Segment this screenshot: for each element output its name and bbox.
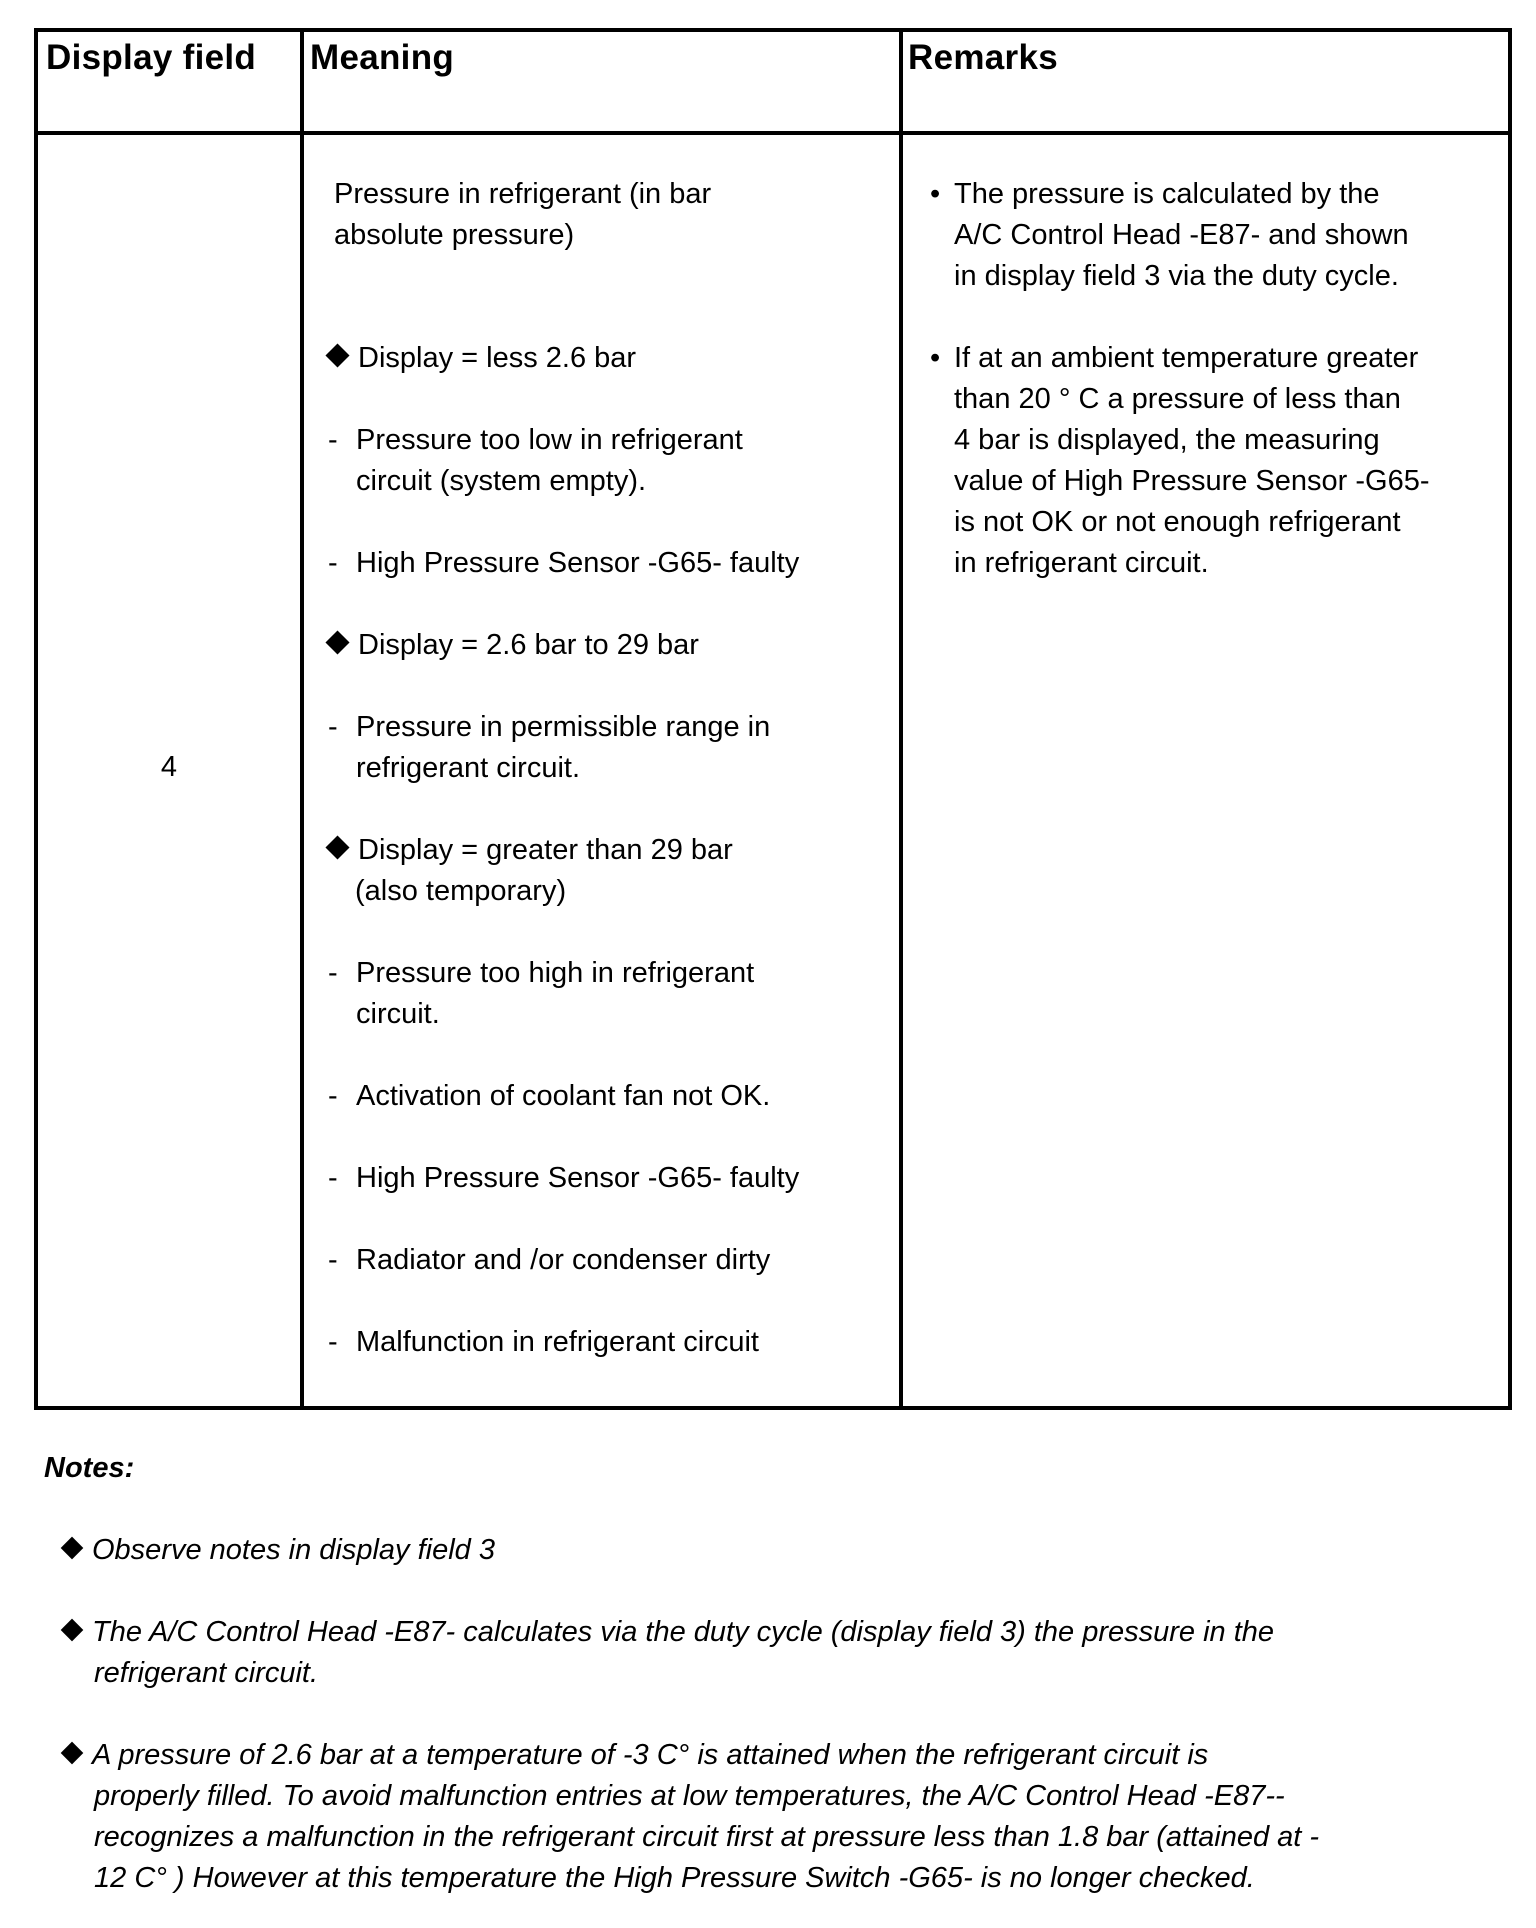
header-divider bbox=[38, 131, 1508, 135]
meaning-item: - Malfunction in refrigerant circuit bbox=[328, 1326, 759, 1358]
diagnostic-table bbox=[34, 28, 1512, 1410]
remark-item: • The pressure is calculated by the A/C Control Head -E87- and shown in display field 3 via the duty cycle. bbox=[930, 178, 1409, 292]
meaning-item: - Pressure too low in refrigerant circuit (system empty). bbox=[328, 424, 743, 497]
column-divider-1 bbox=[300, 32, 304, 1406]
notes-title: Notes: bbox=[44, 1452, 135, 1484]
meaning-item: - Pressure too high in refrigerant circuit. bbox=[328, 957, 755, 1030]
note-item: Observe notes in display field 3 bbox=[44, 1530, 495, 1571]
meaning-item: - Activation of coolant fan not OK. bbox=[328, 1080, 771, 1112]
meaning-item: - High Pressure Sensor -G65- faulty bbox=[328, 547, 800, 579]
header-remarks: Remarks bbox=[908, 38, 1058, 77]
meaning-item: Display = greater than 29 bar (also temporary) bbox=[326, 830, 733, 912]
meaning-item: - Radiator and /or condenser dirty bbox=[328, 1244, 771, 1276]
diamond-bullet-icon bbox=[325, 835, 349, 859]
meaning-item: - High Pressure Sensor -G65- faulty bbox=[328, 1162, 800, 1194]
remark-item: • If at an ambient temperature greater than 20 ° C a pressure of less than 4 bar is displayed, the measuring value of High Pressure Sensor -G65- is not OK or not enough refrigerant in refrigerant circuit. bbox=[930, 342, 1430, 579]
note-item: A pressure of 2.6 bar at a temperature of -3 C° is attained when the refrigerant circuit is properly filled. To avoid malfunction entries at low temperatures, the A/C Control Head -E87-- recognizes a malfunction in the refrigerant circuit first at pressure less than 1.8 bar (attained at - 12 C° ) However at this temperature the High Pressure Switch -G65- is no longer checked. bbox=[44, 1735, 1319, 1899]
column-divider-2 bbox=[899, 32, 903, 1406]
header-meaning: Meaning bbox=[310, 38, 455, 77]
display-field-number: 4 bbox=[160, 751, 178, 783]
meaning-intro: Pressure in refrigerant (in bar absolute pressure) bbox=[334, 178, 712, 251]
diamond-bullet-icon bbox=[61, 1742, 84, 1765]
diamond-bullet-icon bbox=[61, 1619, 84, 1642]
diamond-bullet-icon bbox=[325, 343, 349, 367]
meaning-item: Display = less 2.6 bar bbox=[326, 338, 636, 379]
diamond-bullet-icon bbox=[325, 630, 349, 654]
note-item: The A/C Control Head -E87- calculates via the duty cycle (display field 3) the pressure in the refrigerant circuit. bbox=[44, 1612, 1274, 1694]
meaning-item: - Pressure in permissible range in refrigerant circuit. bbox=[328, 711, 771, 784]
header-display-field: Display field bbox=[46, 38, 257, 77]
meaning-item: Display = 2.6 bar to 29 bar bbox=[326, 625, 699, 666]
diamond-bullet-icon bbox=[61, 1537, 84, 1560]
